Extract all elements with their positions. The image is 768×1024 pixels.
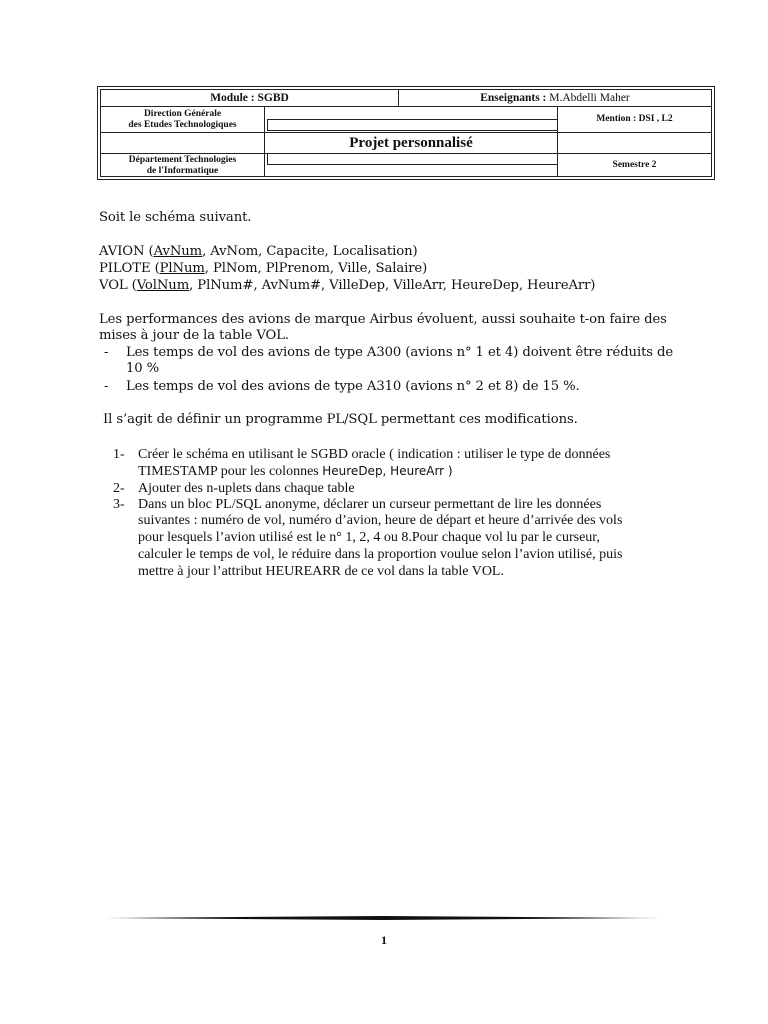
bullet-a300-cont: 10 % [126, 361, 160, 376]
header-inner-border [100, 89, 712, 177]
header-blank-bar [267, 154, 557, 165]
departement-label: Département Technologies de l'Informatique [128, 155, 237, 176]
performance-paragraph-cont: mises à jour de la table VOL. [99, 328, 290, 343]
header-row-divider [101, 106, 711, 107]
bullet-dash: - [104, 345, 109, 360]
module-label: Module : SGBD [210, 92, 289, 104]
footer-rule [105, 916, 661, 920]
header-table [97, 86, 715, 180]
schema-vol: VOL (VolNum, PlNum#, AvNum#, VilleDep, VilleArr, HeureDep, HeureArr) [99, 278, 596, 293]
semestre-label: Semestre 2 [612, 160, 657, 170]
schema-avion: AVION (AvNum, AvNom, Capacite, Localisation) [99, 244, 418, 259]
schema-pilote: PILOTE (PlNum, PlNom, PlPrenom, Ville, Salaire) [99, 261, 428, 276]
bullet-a310: Les temps de vol des avions de type A310 (avions n° 2 et 8) de 15 %. [126, 379, 580, 394]
performance-paragraph: Les performances des avions de marque Airbus évoluent, aussi souhaite t-on faire des [99, 312, 667, 327]
page-title: Projet personnalisé [349, 135, 473, 151]
mention-label: Mention : DSI , L2 [596, 114, 673, 124]
objective-text: Il s’agit de définir un programme PL/SQL permettant ces modifications. [103, 412, 578, 427]
page-number: 1 [381, 933, 387, 947]
header-blank-bar [267, 119, 557, 131]
bullet-dash: - [104, 379, 109, 394]
bullet-a300: Les temps de vol des avions de type A300 (avions n° 1 et 4) doivent être réduits de [126, 345, 674, 360]
intro-text: Soit le schéma suivant. [99, 210, 252, 225]
direction-generale: Direction Générale des Etudes Technologiques [128, 109, 237, 130]
header-row-divider [101, 132, 711, 133]
enseignants-label: Enseignants : M.Abdelli Maher [480, 92, 630, 104]
